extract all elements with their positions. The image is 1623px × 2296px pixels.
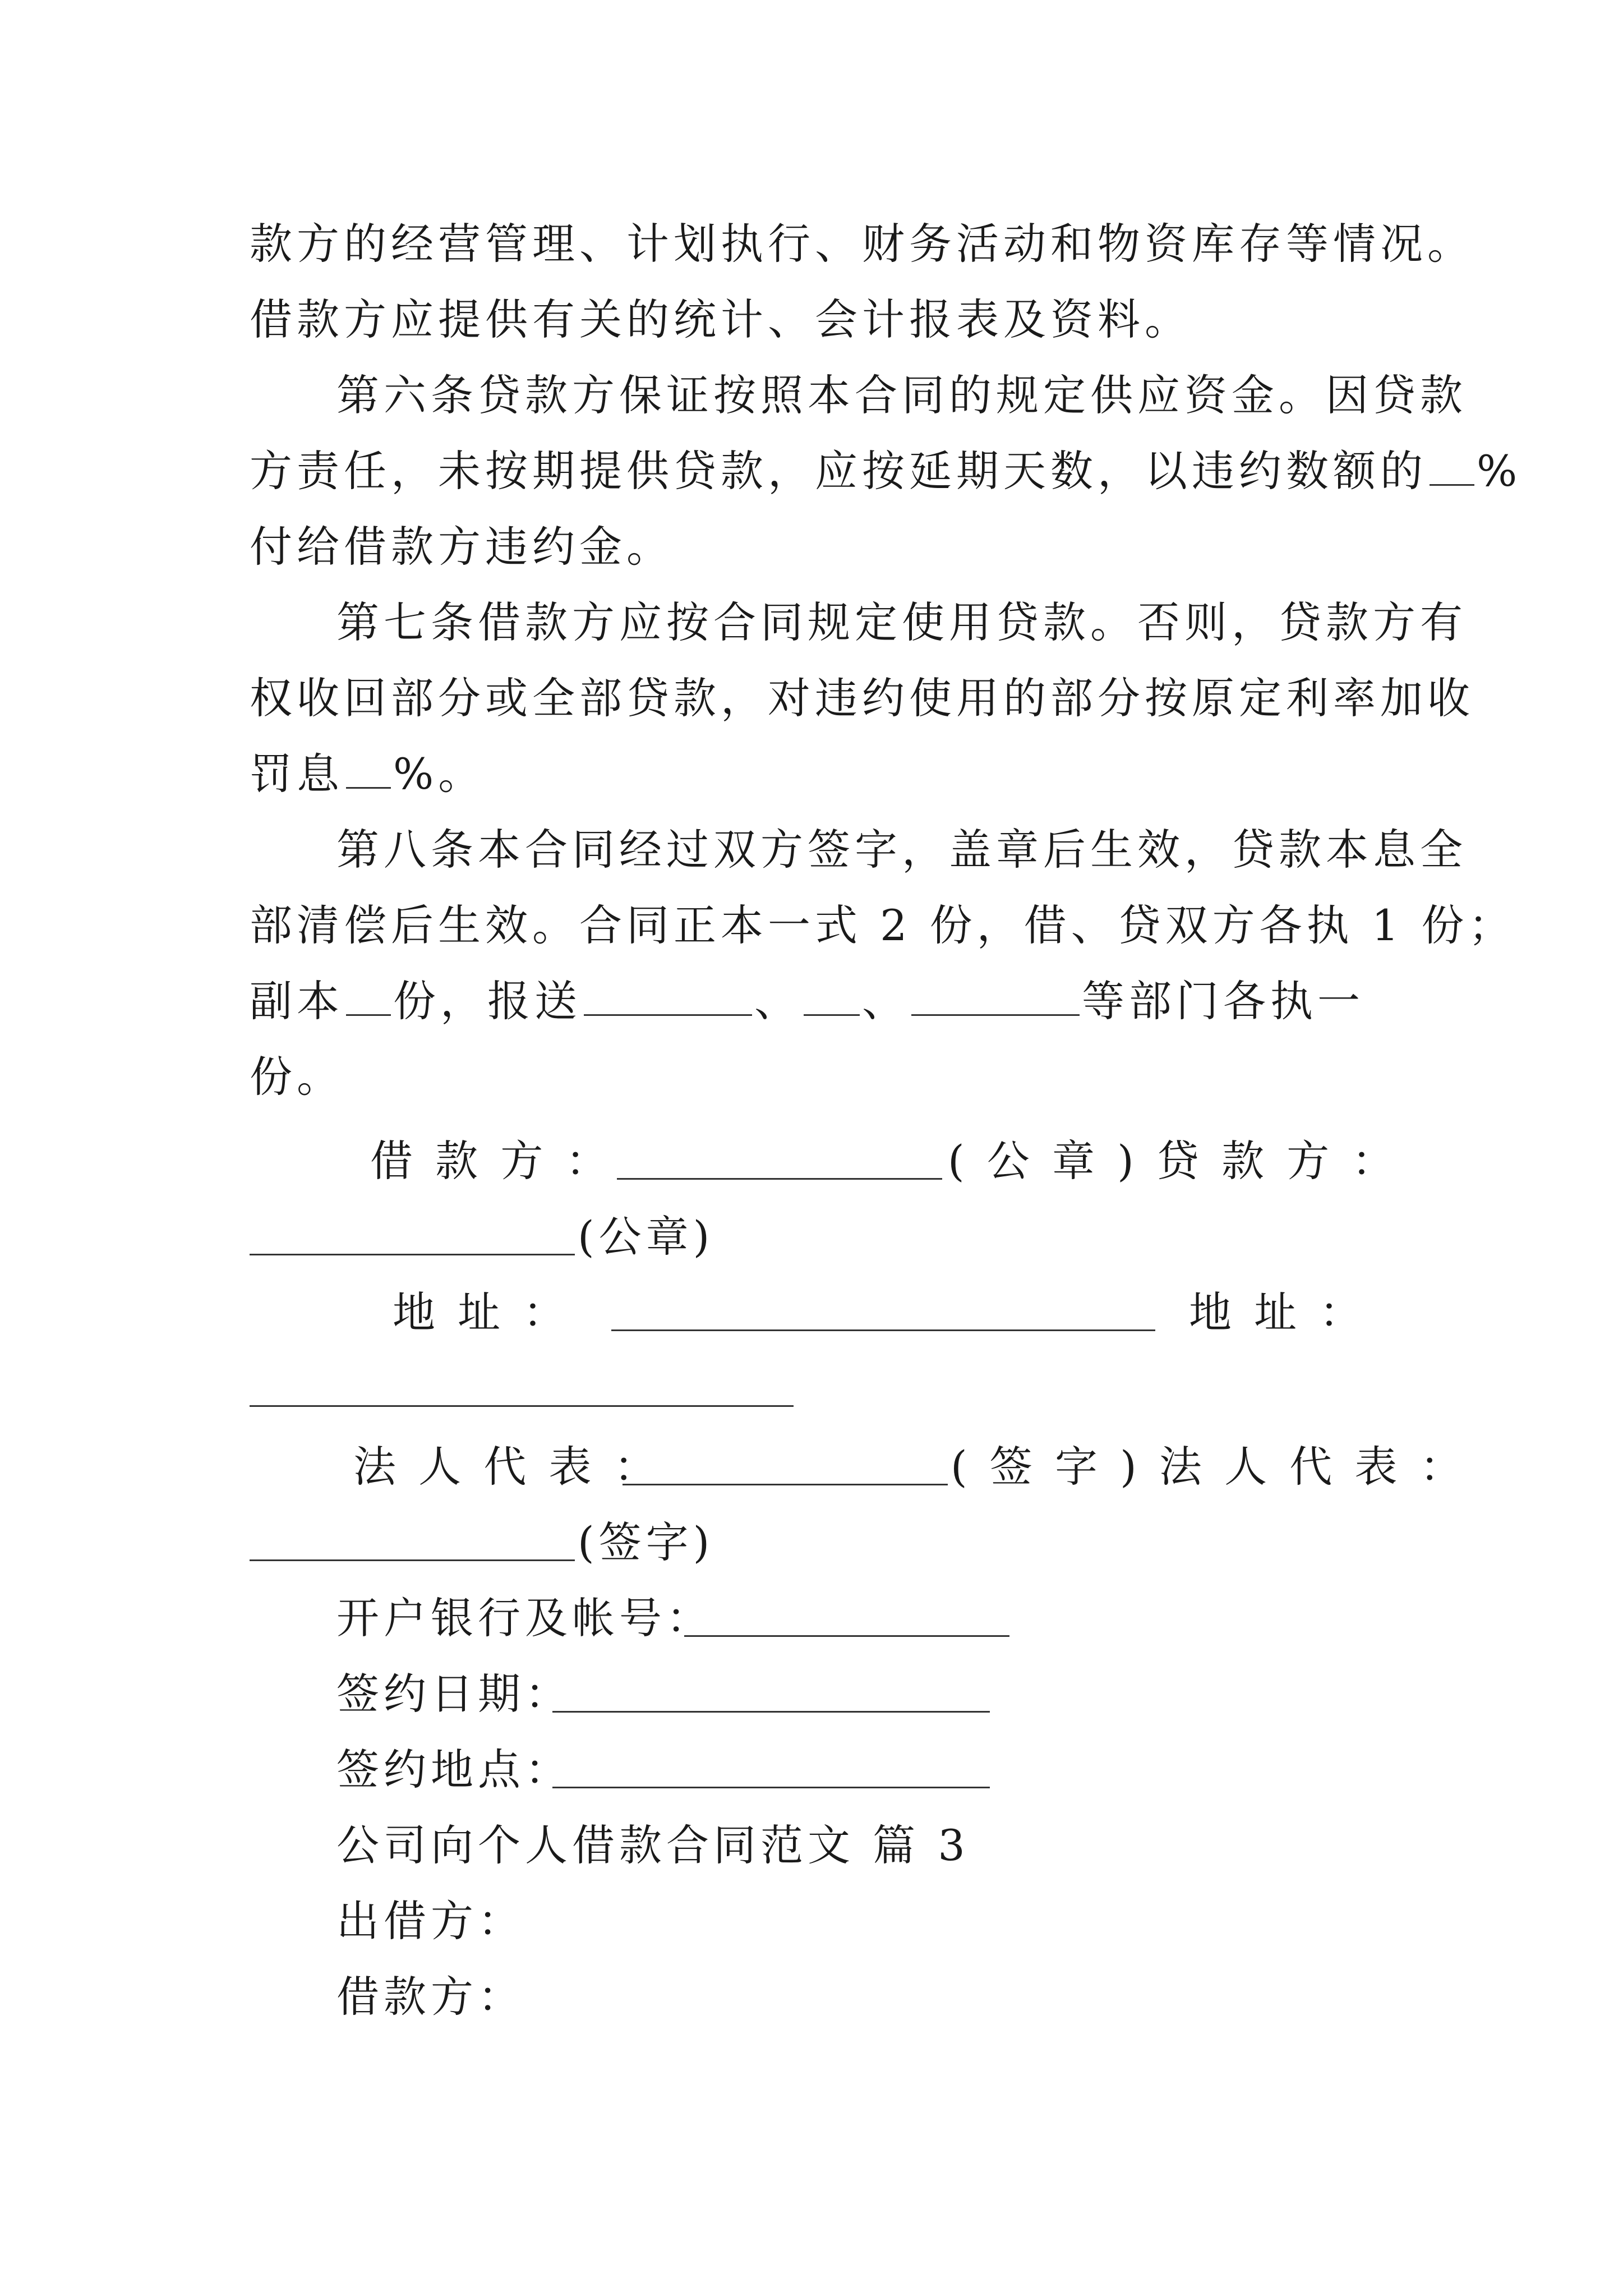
article-8-line-4: 份。 — [250, 1052, 344, 1102]
sign-date-label: 签约日期： — [336, 1669, 572, 1719]
borrower-address-label: 地 址 ： — [393, 1287, 570, 1337]
lender-address-blank — [250, 1405, 794, 1407]
borrower-party-label: 借款方： — [336, 1972, 525, 2022]
borrower-label: 借 款 方 ： — [370, 1136, 613, 1186]
blank-copies — [346, 974, 391, 1016]
borrower-address-blank — [611, 1329, 1155, 1331]
blank-dept-1 — [584, 974, 752, 1016]
depts-each-label: 等部门各执一 — [1082, 976, 1364, 1026]
para-line-2: 借款方应提供有关的统计、会计报表及资料。 — [250, 295, 1192, 344]
lender-seal: (公章) — [578, 1212, 714, 1262]
sign-place-blank — [552, 1787, 990, 1788]
sign-date-blank — [552, 1711, 990, 1713]
section-3-title: 公司向个人借款合同范文 篇 3 — [336, 1820, 970, 1870]
lender-address-label: 地 址 ： — [1189, 1287, 1367, 1337]
para-line-1: 款方的经营管理、计划执行、财务活动和物资库存等情况。 — [250, 219, 1474, 269]
article-8-line-2: 部清偿后生效。合同正本一式 2 份，借、贷双方各执 1 份； — [250, 900, 1516, 950]
lender-sign: (签字) — [578, 1517, 714, 1567]
separator-2: 、 — [862, 976, 909, 1026]
article-6-line-2-text: 方责任，未按期提供贷款，应按延期天数，以违约数额的 — [250, 446, 1427, 496]
article-7-line-3 — [250, 746, 485, 802]
lender-name-blank — [250, 1254, 575, 1255]
sign-place-label: 签约地点： — [336, 1745, 572, 1795]
separator-1: 、 — [754, 976, 801, 1026]
borrower-legal-rep-blank — [623, 1484, 948, 1485]
borrower-seal-lender-label: ( 公 章 ) 贷 款 方 ： — [948, 1136, 1399, 1186]
lender-legal-rep-blank — [250, 1559, 575, 1561]
copies-label: 副本 — [250, 976, 344, 1026]
article-6-line-2 — [250, 443, 1521, 499]
article-8-line-3 — [250, 973, 1364, 1029]
bank-account-label: 开户银行及帐号： — [336, 1593, 713, 1643]
article-7-line-1: 第七条借款方应按合同规定使用贷款。否则，贷款方有 — [336, 597, 1467, 647]
borrower-name-blank — [617, 1178, 942, 1180]
lender-party-label: 出借方： — [336, 1896, 525, 1946]
article-7-line-2: 权收回部分或全部贷款，对违约使用的部分按原定利率加收 — [250, 673, 1474, 723]
percent-end: %。 — [393, 749, 486, 799]
borrower-sign-lender-rep-label: ( 签 字 ) 法 人 代 表 ： — [951, 1442, 1467, 1492]
borrower-legal-rep-label: 法 人 代 表 ： — [353, 1442, 661, 1492]
blank-penalty-rate — [1430, 444, 1474, 486]
submit-to-label: 份，报送 — [393, 976, 582, 1026]
blank-dept-2 — [804, 974, 860, 1016]
article-8-line-1: 第八条本合同经过双方签字，盖章后生效，贷款本息全 — [336, 825, 1467, 875]
percent-sign: % — [1477, 446, 1522, 496]
blank-dept-3 — [911, 974, 1080, 1016]
article-6-line-3: 付给借款方违约金。 — [250, 522, 674, 572]
blank-penalty-interest — [346, 747, 391, 789]
article-6-line-1: 第六条贷款方保证按照本合同的规定供应资金。因贷款 — [336, 370, 1467, 420]
bank-account-blank — [684, 1635, 1009, 1637]
penalty-interest-label: 罚息 — [250, 749, 344, 799]
